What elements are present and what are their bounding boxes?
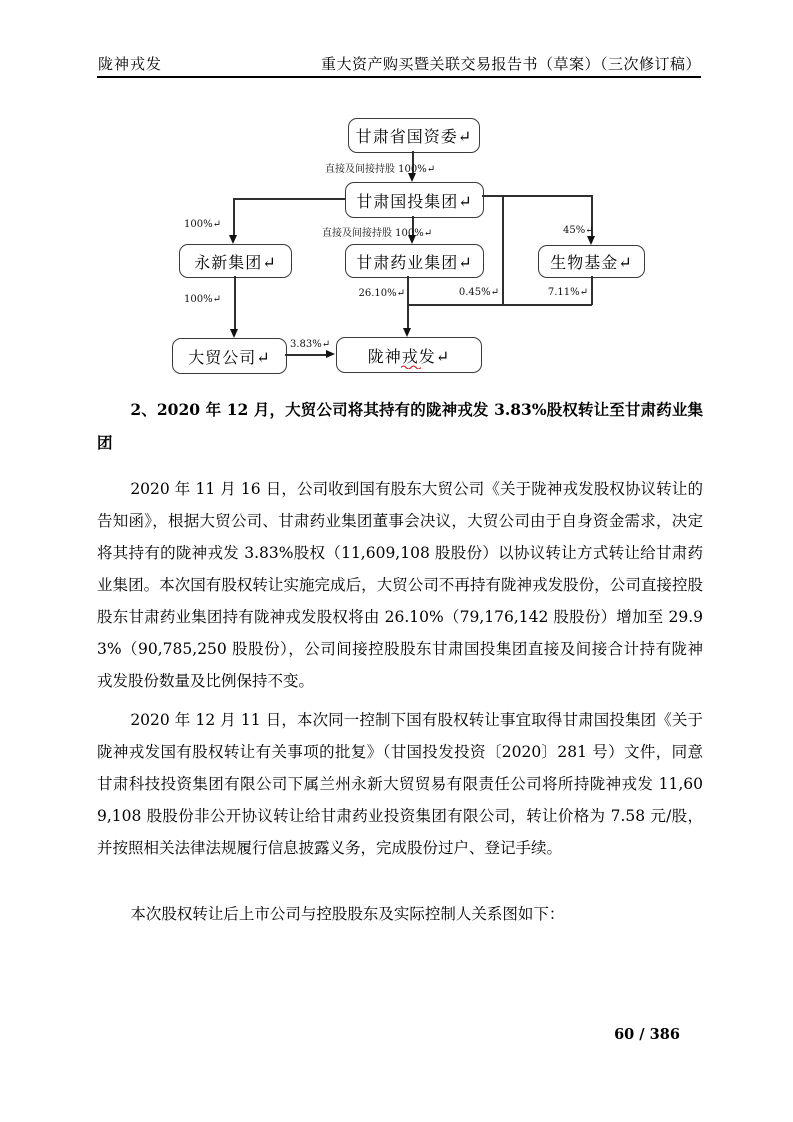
node-damao-company: 大贸公司↵ <box>172 338 287 374</box>
section-heading: 2、2020 年 12 月，大贸公司将其持有的陇神戎发 3.83%股权转让至甘肃药业集团 <box>97 400 703 452</box>
node-provincial-sasac: 甘肃省国资委↵ <box>348 118 480 153</box>
arrowhead-down-icon <box>587 236 595 245</box>
connector-line <box>482 195 592 197</box>
connector-line <box>233 198 235 235</box>
paragraph-3: 本次股权转让后上市公司与控股股东及实际控制人关系图如下： <box>130 905 565 923</box>
header-full-title: 重大资产购买暨关联交易报告书（草案）（三次修订稿） <box>320 55 701 73</box>
node-gansu-guotou-group: 甘肃国投集团↵ <box>345 182 484 218</box>
connector-line <box>234 276 236 329</box>
paragraph-2: 2020 年 12 月 11 日，本次同一控制下国有股权转让事宜取得甘肃国投集团《关于陇神戎发国有股权转让有关事项的批复》（甘国投发投资〔2020〕281 号）文件，同意甘肃科技投资集团有限公司下属兰州永新大贸贸易有限责任公司将所持陇神戎发 11,609,108 股股份非公开协议转让给甘肃药业投资集团有限公司，转让价格为 7.58 元/股，并按照相关法律法规履行信息披露义务，完成股份过户、登记手续。 <box>97 711 703 857</box>
edge-label: 100%↵ <box>184 294 221 305</box>
header-short-title: 陇神戎发 <box>98 55 163 73</box>
connector-line <box>502 195 504 305</box>
edge-label: 直接及间接持股 100%↵ <box>322 228 433 239</box>
header-rule <box>97 76 701 78</box>
arrowhead-down-icon <box>403 328 411 337</box>
node-yongxin-group: 永新集团↵ <box>179 244 292 278</box>
paragraph-1: 2020 年 11 月 16 日，公司收到国有股东大贸公司《关于陇神戎发股权协议转让的告知函》，根据大贸公司、甘肃药业集团董事会决议，大贸公司由于自身资金需求，决定将其持有的陇神戎发 3.83%股权（11,609,108 股股份）以协议转让方式转让给甘肃药业集团。本次国有股权转让实施完成后，大贸公司不再持有陇神戎发股份，公司直接控股股东甘肃药业集团持有陇神戎发股权将由 26.10%（79,176,142 股股份）增加至 29.93%（90,785,250 股股份），公司间接控股股东甘肃国投集团直接及间接合计持有陇神戎发股份数量及比例保持不变。 <box>97 480 703 690</box>
connector-line <box>407 276 409 328</box>
connector-line <box>285 354 326 356</box>
edge-label: 100%↵ <box>184 219 221 230</box>
edge-label: 45%↵ <box>563 225 594 236</box>
node-gansu-pharma-group: 甘肃药业集团↵ <box>345 244 484 278</box>
page-number: 60 / 386 <box>614 1026 680 1043</box>
connector-line <box>408 304 592 306</box>
arrowhead-right-icon <box>326 350 335 358</box>
connector-line <box>591 276 593 305</box>
node-longshen-rongfa: 陇神戎发↵ <box>336 337 482 373</box>
edge-label: 3.83%↵ <box>290 339 331 350</box>
edge-label: 26.10%↵ <box>358 288 405 299</box>
arrowhead-down-icon <box>229 235 237 244</box>
spellcheck-wavy-underline <box>401 364 421 369</box>
node-bio-fund: 生物基金↵ <box>538 245 645 278</box>
edge-label: 7.11%↵ <box>547 287 588 298</box>
connector-line <box>233 198 345 200</box>
edge-label: 直接及间接持股 100%↵ <box>325 164 436 175</box>
arrowhead-down-icon <box>230 329 238 338</box>
edge-label: 0.45%↵ <box>458 287 499 298</box>
